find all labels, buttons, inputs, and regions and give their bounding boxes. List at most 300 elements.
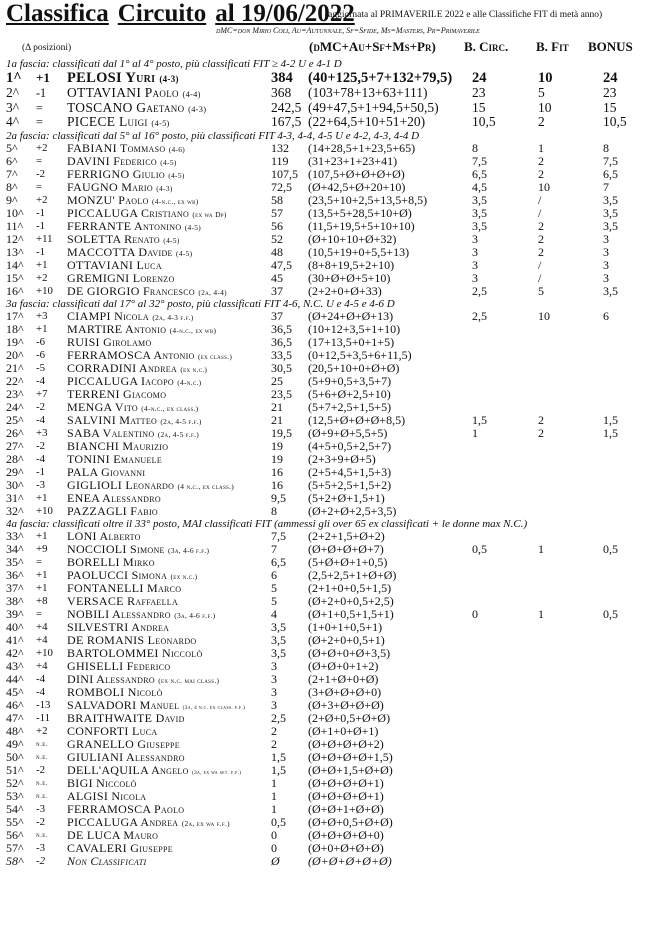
total-points: 2 bbox=[271, 736, 277, 751]
player-name-text: CAVALERI Giuseppe bbox=[67, 840, 173, 855]
player-name bbox=[67, 505, 158, 518]
rank-delta: +1 bbox=[36, 568, 48, 581]
points-breakdown: (Ø+1+0,5+1,5+1) bbox=[308, 606, 394, 621]
player-name-text: DE GIORGIO Francesco bbox=[67, 283, 196, 298]
player-name-text: GIGLIOLI Leonardo bbox=[67, 477, 175, 492]
rank-position: 5^ bbox=[6, 140, 18, 155]
bonus-fit: 2 bbox=[538, 425, 544, 440]
total-points: 4 bbox=[271, 606, 277, 621]
bonus-circuit: 23 bbox=[472, 85, 486, 100]
total-points: 368 bbox=[271, 85, 292, 100]
total-points: 6,5 bbox=[271, 554, 286, 569]
bonus-total: 8 bbox=[603, 140, 609, 155]
bonus-total: 3 bbox=[603, 270, 609, 285]
rank-delta: -4 bbox=[36, 374, 45, 387]
bonus-fit: 1 bbox=[538, 541, 544, 556]
bonus-circuit: 0 bbox=[472, 606, 478, 621]
rank-delta: -1 bbox=[36, 206, 45, 219]
points-breakdown: (49+47,5+1+94,5+50,5) bbox=[308, 99, 439, 115]
rank-delta: -2 bbox=[36, 815, 45, 828]
total-points: 1 bbox=[271, 801, 277, 816]
rank-position: 18^ bbox=[6, 321, 24, 336]
player-name-text: DE LUCA Mauro bbox=[67, 827, 159, 842]
player-name-text: PAZZAGLI Fabio bbox=[67, 503, 158, 518]
column-header-formula: (dMC+Au+Sf+Ms+Pr) bbox=[309, 39, 436, 54]
bonus-circuit: 8 bbox=[472, 140, 478, 155]
total-points: 0 bbox=[271, 840, 277, 855]
rank-delta: +10 bbox=[36, 646, 53, 659]
rank-delta: -11 bbox=[36, 711, 50, 724]
points-breakdown: (11,5+19,5+5+10+10) bbox=[308, 218, 415, 233]
points-breakdown: (5+2+Ø+1,5+1) bbox=[308, 490, 385, 505]
total-points: 9,5 bbox=[271, 490, 286, 505]
rank-delta: -3 bbox=[36, 841, 45, 854]
rank-position: 39^ bbox=[6, 606, 24, 621]
player-name-text: NOCCIOLI Simone bbox=[67, 541, 165, 556]
bonus-circuit: 3 bbox=[472, 231, 478, 246]
player-name-text: DELL'AQUILA Angelo bbox=[67, 762, 189, 777]
points-breakdown: (1+0+1+0,5+1) bbox=[308, 619, 383, 634]
bonus-total: 1,5 bbox=[603, 412, 618, 427]
rank-delta: +7 bbox=[36, 387, 48, 400]
rank-delta: = bbox=[36, 115, 43, 129]
bonus-circuit: 6,5 bbox=[472, 166, 487, 181]
points-breakdown: (Ø+Ø+Ø+Ø+1) bbox=[308, 775, 384, 790]
player-name-text: FERRAMOSCA Paolo bbox=[67, 801, 185, 816]
total-points: 19 bbox=[271, 438, 283, 453]
total-points: 3 bbox=[271, 697, 277, 712]
band-heading: 4a fascia: classificati oltre il 33° posto, MAI classificati FIT (ammessi gli over 65 ex classificati + le donne max N.C.) bbox=[6, 517, 528, 530]
rank-delta: +3 bbox=[36, 309, 48, 322]
player-category-note: (ex wa Dp) bbox=[192, 209, 227, 219]
points-breakdown: (Ø+3+Ø+Ø+Ø) bbox=[308, 697, 384, 712]
bonus-circuit: 3,5 bbox=[472, 192, 487, 207]
bonus-circuit: 3 bbox=[472, 270, 478, 285]
bonus-total: 3,5 bbox=[603, 218, 618, 233]
points-breakdown: (31+23+1+23+41) bbox=[308, 153, 398, 168]
total-points: 5 bbox=[271, 593, 277, 608]
bonus-fit: 2 bbox=[538, 166, 544, 181]
player-category-note: (4-n.c., ex wb) bbox=[151, 196, 199, 206]
player-name-text: PELOSI Yuri bbox=[67, 70, 156, 86]
player-name-text: PAOLUCCI Simona bbox=[67, 567, 168, 582]
player-name-text: FERRAMOSCA Antonio bbox=[67, 347, 195, 362]
rank-position: 52^ bbox=[6, 775, 24, 790]
player-name-text: CIAMPI Nicola bbox=[67, 308, 150, 323]
rank-position: 44^ bbox=[6, 671, 24, 686]
points-breakdown: (107,5+Ø+Ø+Ø+Ø) bbox=[308, 166, 405, 181]
points-breakdown: (Ø+10+10+Ø+32) bbox=[308, 231, 397, 246]
player-name-text: OTTAVIANI Paolo bbox=[67, 85, 179, 100]
total-points: 23,5 bbox=[271, 386, 292, 401]
rank-position: 45^ bbox=[6, 684, 24, 699]
total-points: 1 bbox=[271, 775, 277, 790]
player-category-note: (2a, 4-4) bbox=[198, 287, 227, 297]
rank-position: 34^ bbox=[6, 541, 24, 556]
points-breakdown: (Ø+2+Ø+2,5+3,5) bbox=[308, 503, 397, 518]
player-name-text: PICCALUGA Andrea bbox=[67, 814, 179, 829]
total-points: 16 bbox=[271, 477, 283, 492]
points-breakdown: (22+64,5+10+51+20) bbox=[308, 114, 426, 129]
rank-position: 7^ bbox=[6, 166, 18, 181]
total-points: 242,5 bbox=[271, 99, 302, 115]
player-name-text: BIANCHI Maurizio bbox=[67, 438, 169, 453]
bonus-total: 24 bbox=[603, 70, 618, 86]
total-points: Ø bbox=[271, 853, 280, 868]
player-name-text: CORRADINI Andrea bbox=[67, 360, 178, 375]
rank-position: 32^ bbox=[6, 503, 24, 518]
points-breakdown: (14+28,5+1+23,5+65) bbox=[308, 140, 416, 155]
total-points: 1,5 bbox=[271, 762, 286, 777]
bonus-fit: 1 bbox=[538, 140, 544, 155]
bonus-fit: / bbox=[538, 257, 542, 272]
rank-delta: n.e. bbox=[36, 753, 48, 761]
points-breakdown: (Ø+9+Ø+5,5+5) bbox=[308, 425, 388, 440]
bonus-fit: / bbox=[538, 192, 542, 207]
points-breakdown: (Ø+Ø+Ø+Ø+1) bbox=[308, 788, 384, 803]
player-category-note: (4-3) bbox=[159, 74, 179, 84]
total-points: 6 bbox=[271, 567, 277, 582]
bonus-total: 10,5 bbox=[603, 114, 627, 129]
bonus-circuit: 10,5 bbox=[472, 114, 496, 129]
points-breakdown: (5+5+2,5+1,5+2) bbox=[308, 477, 392, 492]
bonus-total: 6 bbox=[603, 308, 609, 323]
points-breakdown: (Ø+Ø+1,5+Ø+Ø) bbox=[308, 762, 393, 777]
title-date: al 19/06/2022 bbox=[215, 0, 355, 27]
total-points: 16 bbox=[271, 464, 283, 479]
total-points: 3 bbox=[271, 684, 277, 699]
bonus-fit: 2 bbox=[538, 218, 544, 233]
total-points: 21 bbox=[271, 399, 283, 414]
bonus-circuit: 1 bbox=[472, 425, 478, 440]
player-name-text: CONFORTI Luca bbox=[67, 723, 158, 738]
rank-delta: +2 bbox=[36, 271, 48, 284]
column-header-bonus: BONUS bbox=[588, 39, 633, 54]
total-points: 45 bbox=[271, 270, 283, 285]
player-category-note: (3a, 4-6 f.f.) bbox=[174, 610, 216, 620]
title-word: Circuito bbox=[117, 0, 207, 27]
player-name-text: TERRENI Giacomo bbox=[67, 386, 167, 401]
bonus-fit: 5 bbox=[538, 283, 544, 298]
rank-delta: n.e. bbox=[36, 779, 48, 787]
total-points: 57 bbox=[271, 205, 283, 220]
rank-position: 57^ bbox=[6, 840, 24, 855]
points-breakdown: (0+12,5+3,5+6+11,5) bbox=[308, 347, 412, 362]
rank-position: 38^ bbox=[6, 593, 24, 608]
points-breakdown: (20,5+10+0+Ø+Ø) bbox=[308, 360, 400, 375]
rank-position: 35^ bbox=[6, 554, 24, 569]
bonus-fit: / bbox=[538, 270, 542, 285]
rank-delta: +10 bbox=[36, 284, 53, 297]
rank-position: 22^ bbox=[6, 373, 24, 388]
player-category-note: (ex n.c.) bbox=[180, 364, 208, 374]
rank-position: 55^ bbox=[6, 814, 24, 829]
column-header-bonus-fit: B. Fit bbox=[536, 39, 569, 54]
rank-delta: -5 bbox=[36, 361, 45, 374]
player-name-text: BORELLI Mirko bbox=[67, 554, 155, 569]
bonus-total: 6,5 bbox=[603, 166, 618, 181]
bonus-total: 3,5 bbox=[603, 283, 618, 298]
rank-position: 11^ bbox=[6, 218, 24, 233]
player-name-text: OTTAVIANI Luca bbox=[67, 257, 162, 272]
player-category-note: (4-n.c., ex class.) bbox=[141, 403, 199, 413]
rank-position: 21^ bbox=[6, 360, 24, 375]
rank-delta: +1 bbox=[36, 322, 48, 335]
bonus-circuit: 3 bbox=[472, 244, 478, 259]
points-breakdown: (Ø+2+0+0,5+2,5) bbox=[308, 593, 394, 608]
player-category-note: (4-6) bbox=[168, 144, 186, 154]
player-category-note: (4-5) bbox=[168, 170, 185, 180]
ranking-row bbox=[6, 855, 646, 868]
bonus-total: 0,5 bbox=[603, 606, 618, 621]
player-name-text: GIULIANI Alessandro bbox=[67, 749, 185, 764]
bonus-fit: 2 bbox=[538, 412, 544, 427]
player-name-text: MENGA Vito bbox=[67, 399, 138, 414]
rank-delta: +4 bbox=[36, 620, 48, 633]
player-name bbox=[67, 855, 147, 868]
points-breakdown: (10,5+19+0+5,5+13) bbox=[308, 244, 410, 259]
rank-delta: -6 bbox=[36, 348, 45, 361]
rank-delta: -1 bbox=[36, 86, 47, 100]
rank-delta: +2 bbox=[36, 724, 48, 737]
total-points: 0 bbox=[271, 827, 277, 842]
bonus-fit: 1 bbox=[538, 606, 544, 621]
ranking-row bbox=[6, 101, 646, 116]
player-name-text: GHISELLI Federico bbox=[67, 658, 171, 673]
total-points: 8 bbox=[271, 503, 277, 518]
rank-delta: -2 bbox=[36, 167, 45, 180]
player-category-note: (3a, 4 n.c. ex class. f.f.) bbox=[182, 704, 246, 711]
player-name bbox=[67, 115, 170, 132]
player-category-note: (4-5) bbox=[160, 157, 177, 167]
player-name-text: PICCALUGA Cristiano bbox=[67, 205, 190, 220]
bonus-total: 3,5 bbox=[603, 192, 618, 207]
total-points: 19,5 bbox=[271, 425, 292, 440]
total-points: 19 bbox=[271, 451, 283, 466]
player-name-text: NOBILI Alessandro bbox=[67, 606, 171, 621]
points-breakdown: (2+2+1,5+Ø+2) bbox=[308, 528, 385, 543]
column-header-bonus-circuit: B. Circ. bbox=[464, 39, 509, 54]
rank-position: 51^ bbox=[6, 762, 24, 777]
rank-position: 20^ bbox=[6, 347, 24, 362]
points-breakdown: (Ø+Ø+0,5+Ø+Ø) bbox=[308, 814, 393, 829]
points-breakdown: (2+2+0+Ø+33) bbox=[308, 283, 382, 298]
total-points: 58 bbox=[271, 192, 283, 207]
rank-delta: -6 bbox=[36, 335, 45, 348]
bonus-total: 3 bbox=[603, 244, 609, 259]
player-name-text: PALA Giovanni bbox=[67, 464, 146, 479]
bonus-fit: 10 bbox=[538, 308, 550, 323]
player-name-text: Non Classificati bbox=[67, 853, 147, 868]
total-points: 72,5 bbox=[271, 179, 292, 194]
total-points: 36,5 bbox=[271, 321, 292, 336]
rank-delta: -3 bbox=[36, 802, 45, 815]
rank-position: 27^ bbox=[6, 438, 24, 453]
player-category-note: (4-5) bbox=[176, 248, 193, 258]
bonus-total: 1,5 bbox=[603, 425, 618, 440]
bonus-circuit: 2,5 bbox=[472, 308, 487, 323]
rank-delta: -2 bbox=[36, 400, 45, 413]
rank-position: 50^ bbox=[6, 749, 24, 764]
rank-delta: = bbox=[36, 555, 43, 568]
rank-delta: -4 bbox=[36, 685, 45, 698]
bonus-circuit: 2,5 bbox=[472, 283, 487, 298]
rank-position: 37^ bbox=[6, 580, 24, 595]
player-name-text: GRANELLO Giuseppe bbox=[67, 736, 180, 751]
rank-position: 47^ bbox=[6, 710, 24, 725]
rank-delta: +4 bbox=[36, 659, 48, 672]
player-name-text: RUISI Girolamo bbox=[67, 334, 152, 349]
rank-position: 15^ bbox=[6, 270, 24, 285]
rank-delta: +1 bbox=[36, 491, 48, 504]
bonus-total: 15 bbox=[603, 99, 617, 115]
total-points: 384 bbox=[271, 70, 293, 86]
bonus-fit: 2 bbox=[538, 114, 545, 129]
rank-position: 4^ bbox=[6, 114, 20, 129]
player-name-text: DE ROMANIS Leonardo bbox=[67, 632, 197, 647]
rank-delta: +1 bbox=[36, 70, 50, 85]
total-points: 167,5 bbox=[271, 114, 302, 129]
player-category-note: (4-3) bbox=[188, 104, 207, 114]
total-points: 119 bbox=[271, 153, 289, 168]
rank-delta: = bbox=[36, 154, 43, 167]
rank-position: 8^ bbox=[6, 179, 18, 194]
total-points: 3 bbox=[271, 658, 277, 673]
rank-position: 28^ bbox=[6, 451, 24, 466]
rank-delta: -2 bbox=[36, 854, 45, 867]
rank-delta: n.e. bbox=[36, 831, 48, 839]
player-name-text: ALGISI Nicola bbox=[67, 788, 147, 803]
rank-delta: +9 bbox=[36, 542, 48, 555]
bonus-total: 3,5 bbox=[603, 205, 618, 220]
bonus-fit: / bbox=[538, 205, 542, 220]
total-points: 30,5 bbox=[271, 360, 292, 375]
player-category-note: (4-n.c.) bbox=[177, 377, 202, 387]
bonus-circuit: 3,5 bbox=[472, 218, 487, 233]
points-breakdown: (13,5+5+28,5+10+Ø) bbox=[308, 205, 412, 220]
player-name-text: FERRIGNO Giulio bbox=[67, 166, 165, 181]
player-name-text: SOLETTA Renato bbox=[67, 231, 160, 246]
rank-delta: -4 bbox=[36, 452, 45, 465]
rank-delta: n.e. bbox=[36, 740, 48, 748]
bonus-total: 3 bbox=[603, 231, 609, 246]
points-breakdown: (Ø+Ø+Ø+Ø+2) bbox=[308, 736, 384, 751]
page-title bbox=[6, 0, 355, 28]
rank-delta: = bbox=[36, 100, 43, 115]
rank-position: 49^ bbox=[6, 736, 24, 751]
points-breakdown: (Ø+42,5+Ø+20+10) bbox=[308, 179, 406, 194]
player-category-note: (4-5) bbox=[151, 119, 170, 128]
rank-position: 14^ bbox=[6, 257, 24, 272]
positions-delta-note: (Δ posizioni) bbox=[22, 43, 72, 53]
rank-position: 12^ bbox=[6, 231, 24, 246]
rank-delta: -3 bbox=[36, 478, 45, 491]
bonus-total: 0,5 bbox=[603, 541, 618, 556]
points-breakdown: (3+Ø+Ø+Ø+0) bbox=[308, 684, 382, 699]
player-name-text: GREMIGNI Lorenzo bbox=[67, 270, 175, 285]
player-name-text: FONTANELLI Marco bbox=[67, 580, 182, 595]
points-breakdown: (2+5+4,5+1,5+3) bbox=[308, 464, 392, 479]
rank-position: 2^ bbox=[6, 85, 20, 100]
rank-delta: -13 bbox=[36, 698, 51, 711]
points-breakdown: (40+125,5+7+132+79,5) bbox=[308, 70, 453, 86]
points-breakdown: (Ø+24+Ø+Ø+13) bbox=[308, 308, 394, 323]
player-name-text: VERSACE Raffaella bbox=[67, 593, 179, 608]
total-points: 37 bbox=[271, 283, 283, 298]
points-breakdown: (5+9+0,5+3,5+7) bbox=[308, 373, 392, 388]
points-breakdown: (23,5+10+2,5+13,5+8,5) bbox=[308, 192, 428, 207]
player-name-text: SILVESTRI Andrea bbox=[67, 619, 170, 634]
player-name-text: LONI Alberto bbox=[67, 528, 141, 543]
total-points: 1 bbox=[271, 788, 277, 803]
rank-position: 10^ bbox=[6, 205, 24, 220]
rank-position: 56^ bbox=[6, 827, 24, 842]
rank-position: 25^ bbox=[6, 412, 24, 427]
rank-position: 46^ bbox=[6, 697, 24, 712]
band-heading: 1a fascia: classificati dal 1° al 4° posto, più classificati FIT ≥ 4-2 U e 4-1 D bbox=[6, 58, 342, 70]
bonus-circuit: 0,5 bbox=[472, 541, 487, 556]
rank-position: 33^ bbox=[6, 528, 24, 543]
points-breakdown: (Ø+1+0+Ø+1) bbox=[308, 723, 379, 738]
total-points: 3 bbox=[271, 671, 277, 686]
total-points: 3,5 bbox=[271, 645, 286, 660]
player-name-text: PICECE Luigi bbox=[67, 114, 148, 129]
rank-delta: -1 bbox=[36, 219, 45, 232]
total-points: 2,5 bbox=[271, 710, 286, 725]
points-breakdown: (Ø+Ø+0+1+2) bbox=[308, 658, 379, 673]
bonus-circuit: 1,5 bbox=[472, 412, 487, 427]
points-breakdown: (Ø+2+0+0,5+1) bbox=[308, 632, 385, 647]
player-category-note: (ex n.c.) bbox=[170, 571, 198, 581]
rank-delta: +2 bbox=[36, 141, 48, 154]
rank-delta: +4 bbox=[36, 633, 48, 646]
player-category-note: (4-5) bbox=[163, 235, 180, 245]
ranking-row bbox=[6, 505, 646, 518]
player-name-text: SABA Valentino bbox=[67, 425, 155, 440]
total-points: 2 bbox=[271, 723, 277, 738]
bonus-circuit: 3 bbox=[472, 257, 478, 272]
player-category-note: (2a, 4-3 f.f.) bbox=[152, 312, 194, 322]
points-breakdown: (8+8+19,5+2+10) bbox=[308, 257, 395, 272]
bonus-circuit: 4,5 bbox=[472, 179, 487, 194]
player-name-text: SALVADORI Manuel bbox=[67, 697, 180, 712]
points-breakdown: (30+Ø+Ø+5+10) bbox=[308, 270, 391, 285]
ranking-table bbox=[6, 58, 646, 868]
ranking-row bbox=[6, 115, 646, 130]
bonus-circuit: 3,5 bbox=[472, 205, 487, 220]
bonus-circuit: 7,5 bbox=[472, 153, 487, 168]
player-name-text: MONZU' Paolo bbox=[67, 192, 149, 207]
bonus-circuit: 24 bbox=[472, 70, 487, 86]
rank-position: 13^ bbox=[6, 244, 24, 259]
total-points: 33,5 bbox=[271, 347, 292, 362]
points-breakdown: (Ø+Ø+Ø+Ø+1,5) bbox=[308, 749, 393, 764]
rank-delta: -2 bbox=[36, 763, 45, 776]
bonus-total: 3 bbox=[603, 257, 609, 272]
player-name-text: BIGI Niccolò bbox=[67, 775, 137, 790]
player-category-note: (4-3) bbox=[156, 183, 173, 193]
player-name-text: FERRANTE Antonino bbox=[67, 218, 182, 233]
bonus-total: 7,5 bbox=[603, 153, 618, 168]
bonus-fit: 10 bbox=[538, 179, 550, 194]
rank-position: 43^ bbox=[6, 658, 24, 673]
rank-delta: -1 bbox=[36, 465, 45, 478]
rank-position: 31^ bbox=[6, 490, 24, 505]
rank-position: 6^ bbox=[6, 153, 18, 168]
points-breakdown: (2,5+2,5+1+Ø+Ø) bbox=[308, 567, 397, 582]
rank-position: 58^ bbox=[6, 853, 24, 868]
player-name-text: BARTOLOMMEI Niccolò bbox=[67, 645, 203, 660]
